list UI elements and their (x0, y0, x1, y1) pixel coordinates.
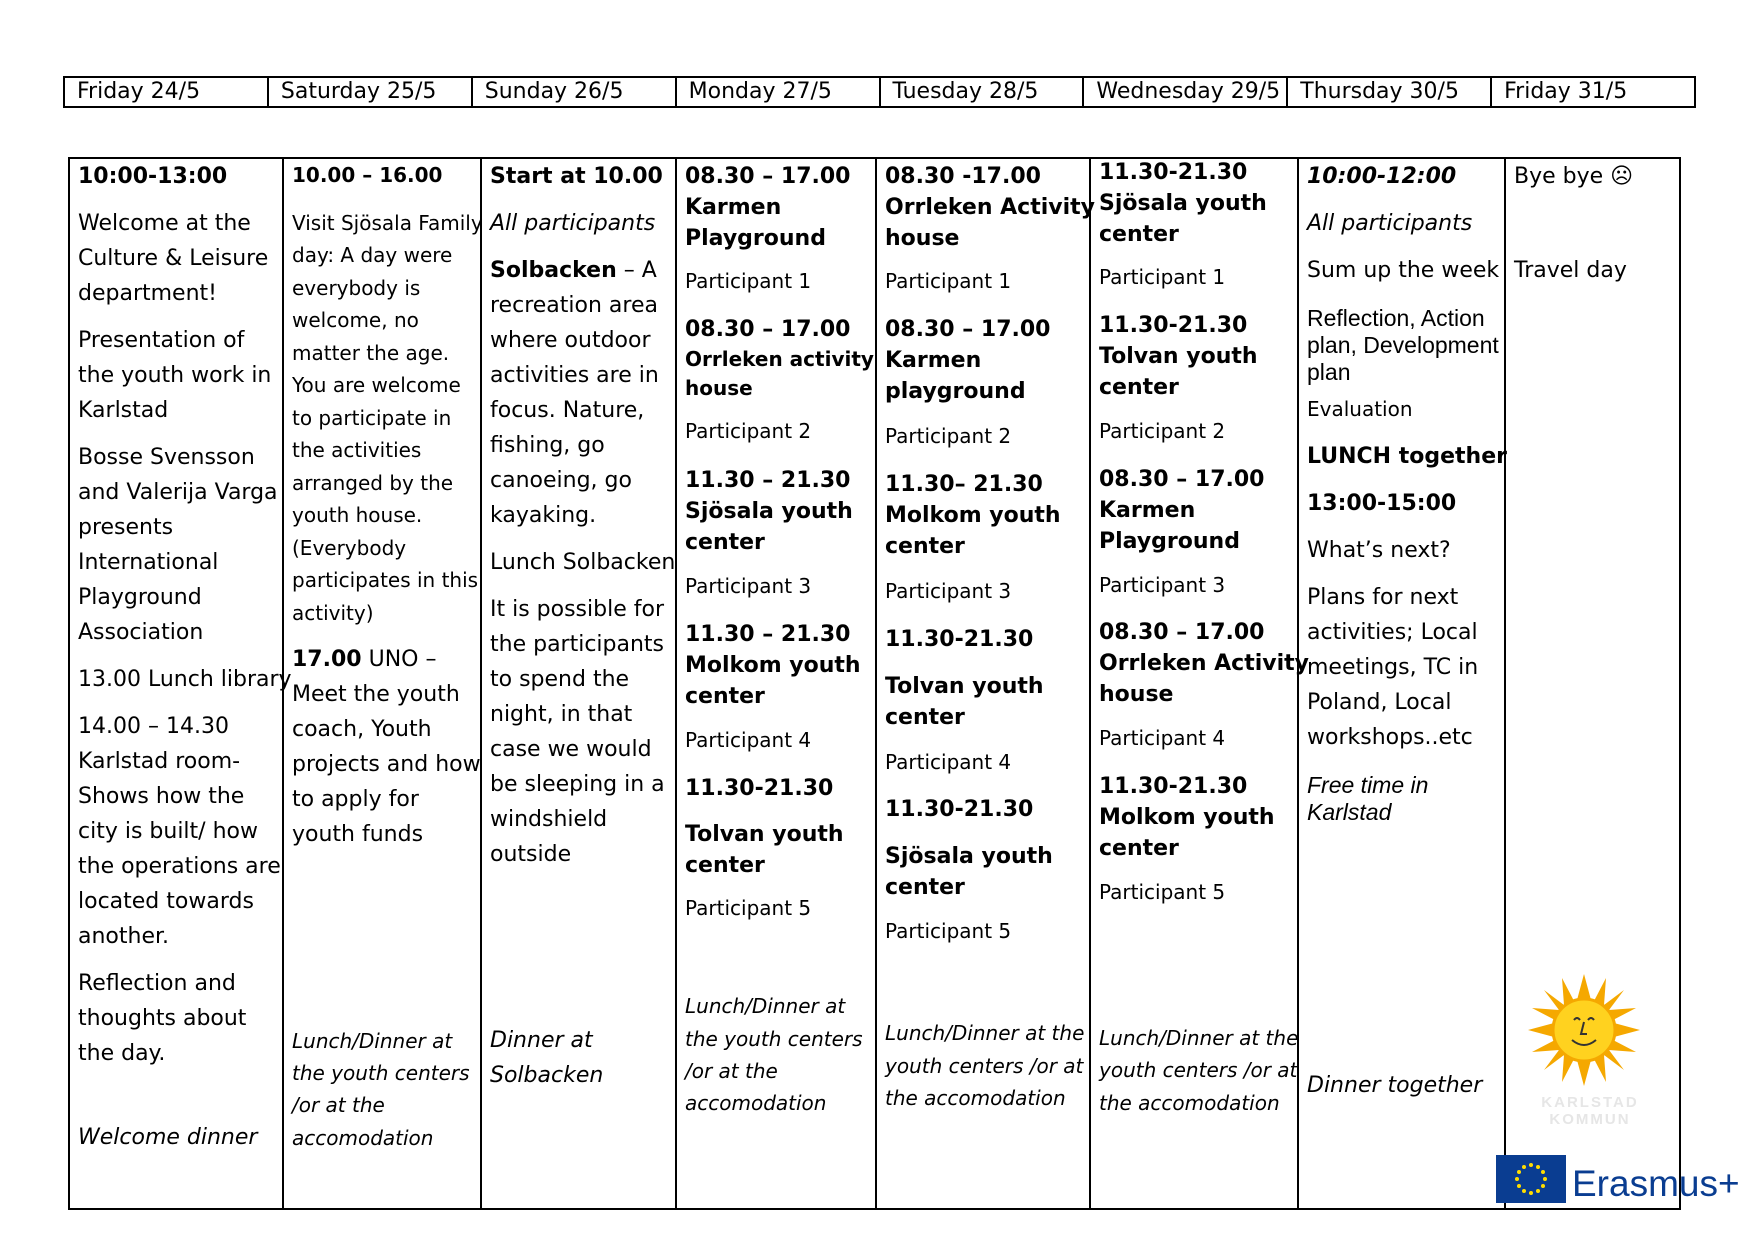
meal-note: accomodation (685, 1091, 827, 1115)
time-label: 11.30– 21.30 (885, 472, 1043, 497)
text-line: workshops..etc (1307, 725, 1473, 750)
text-line: Shows how the (78, 784, 245, 809)
text-line: welcome, no (292, 308, 419, 332)
text-line: What’s next? (1307, 538, 1451, 563)
text-line: Karlstad room- (78, 749, 241, 774)
text-line: presents (78, 515, 174, 540)
location: Molkom youth (1099, 805, 1275, 830)
participant-label: Participant 1 (885, 269, 1012, 293)
text-line: the participants (490, 632, 665, 657)
text-line: the day. (78, 1041, 166, 1066)
location: Sjösala youth (1099, 191, 1267, 216)
location: center (1099, 836, 1179, 861)
meal-note: Dinner together (1307, 1073, 1483, 1098)
participant-label: Participant 1 (685, 269, 812, 293)
text-line: plan (1307, 359, 1351, 385)
text-line: You are welcome (292, 373, 461, 397)
time-label: 11.30-21.30 (1099, 313, 1248, 338)
participant-label: Participant 4 (685, 728, 812, 752)
text-line: kayaking. (490, 503, 597, 528)
column-monday-27 (675, 159, 875, 1208)
text-line: It is possible for (490, 597, 664, 622)
text-line (490, 253, 657, 288)
dinner-note: Welcome dinner (78, 1125, 258, 1150)
participant-label: Participant 2 (685, 419, 812, 443)
location: house (1099, 682, 1174, 707)
eu-flag-icon (1496, 1155, 1566, 1203)
location: center (885, 705, 965, 730)
location: Orrleken activity (685, 347, 874, 371)
text-line: Bye bye ☹ (1514, 164, 1634, 189)
location: Sjösala youth (885, 844, 1053, 869)
text-line: activities; Local (1307, 620, 1478, 645)
location: Molkom youth (885, 503, 1061, 528)
text-line: the activities (292, 438, 422, 462)
sun-logo (1528, 974, 1640, 1086)
text-line: Evaluation (1307, 397, 1413, 421)
column-wednesday-29 (1089, 159, 1310, 1208)
text-line: Reflection, Action (1307, 305, 1485, 331)
meal-note: accomodation (292, 1126, 434, 1150)
text-line: another. (78, 924, 170, 949)
text-line: Poland, Local (1307, 690, 1452, 715)
time-label: 11.30-21.30 (1099, 774, 1248, 799)
text-line: All participants (1307, 211, 1473, 236)
column-saturday-25 (282, 159, 483, 1208)
text-line: Travel day (1514, 258, 1627, 283)
time-label: 11.30-21.30 (885, 797, 1034, 822)
day-header: Tuesday 28/5 (879, 78, 1083, 106)
location: house (685, 376, 753, 400)
text-line: day: A day were (292, 243, 453, 267)
text-line: All participants (490, 211, 656, 236)
schedule-table (68, 157, 1681, 1210)
text-line: everybody is (292, 276, 421, 300)
location: center (885, 534, 965, 559)
text-line: youth funds (292, 822, 424, 847)
text-line: Plans for next (1307, 585, 1459, 610)
location: Playground (1099, 529, 1240, 554)
participant-label: Participant 3 (1099, 573, 1226, 597)
text-line: coach, Youth (292, 717, 432, 742)
meal-note: Lunch/Dinner at the (1099, 1026, 1299, 1050)
text-line: night, in that (490, 702, 633, 727)
meal-note: Lunch/Dinner at (685, 994, 846, 1018)
location: Orrleken Activity (1099, 651, 1310, 676)
text-line: where outdoor (490, 328, 651, 353)
text-line: to apply for (292, 787, 419, 812)
meal-note: the youth centers (292, 1061, 470, 1085)
day-header-row (63, 76, 1696, 108)
text-line: to spend the (490, 667, 630, 692)
meal-note: the accomodation (885, 1086, 1066, 1110)
text-line: 13.00 Lunch library (78, 667, 292, 692)
text-line: matter the age. (292, 341, 450, 365)
day-header: Wednesday 29/5 (1082, 78, 1286, 106)
text-fragment: UNO – (361, 647, 437, 672)
location: Karmen (885, 348, 982, 373)
sun-face (1553, 999, 1615, 1061)
day-header: Monday 27/5 (675, 78, 879, 106)
participant-label: Participant 4 (885, 750, 1012, 774)
day-header: Thursday 30/5 (1286, 78, 1490, 106)
text-line: and Valerija Varga (78, 480, 278, 505)
text-line: Bosse Svensson (78, 445, 255, 470)
column-friday-24 (70, 159, 292, 1208)
location: Karmen (1099, 498, 1196, 523)
text-line: arranged by the (292, 471, 454, 495)
meal-note: Lunch/Dinner at the (885, 1021, 1085, 1045)
column-thursday-30 (1297, 159, 1507, 1208)
text-line: Reflection and (78, 971, 236, 996)
meal-note: the accomodation (1099, 1091, 1280, 1115)
time-label: 13:00-15:00 (1307, 491, 1457, 516)
participant-label: Participant 3 (685, 574, 812, 598)
erasmus-logo: Erasmus+ (1572, 1163, 1740, 1204)
participant-label: Participant 2 (1099, 419, 1226, 443)
text-line: Karlstad (1307, 799, 1392, 825)
meal-note: /or at the (685, 1059, 778, 1083)
text-line: recreation area (490, 293, 658, 318)
participant-label: Participant 4 (1099, 726, 1226, 750)
time-label: 08.30 – 17.00 (885, 317, 1051, 342)
text-line: canoeing, go (490, 468, 632, 493)
participant-label: Participant 3 (885, 579, 1012, 603)
day-header: Friday 31/5 (1490, 78, 1694, 106)
participant-label: Participant 1 (1099, 265, 1226, 289)
location: center (685, 530, 765, 555)
time-label: 17.00 (292, 647, 362, 672)
text-line: the youth work in (78, 363, 272, 388)
time-label: 11.30-21.30 (685, 776, 834, 801)
meal-note: youth centers /or at (1099, 1058, 1298, 1082)
column-sunday-26 (480, 159, 675, 1208)
text-line: Free time in (1307, 772, 1429, 798)
location: Molkom youth (685, 653, 861, 678)
participant-label: Participant 2 (885, 424, 1012, 448)
time-label: 08.30 -17.00 (885, 164, 1041, 189)
time-label: 08.30 – 17.00 (685, 164, 851, 189)
location: center (885, 875, 965, 900)
text-line: Welcome at the (78, 211, 251, 236)
day-header: Saturday 25/5 (267, 78, 471, 106)
text-line: department! (78, 281, 217, 306)
day-header: Friday 24/5 (77, 79, 201, 104)
text-line: Association (78, 620, 204, 645)
text-line: Playground (78, 585, 202, 610)
text-line: activity) (292, 601, 374, 625)
location: playground (885, 379, 1026, 404)
sun-icon (1528, 974, 1640, 1086)
location: Tolvan youth (885, 674, 1044, 699)
text-line: windshield (490, 807, 608, 832)
text-line: be sleeping in a (490, 772, 665, 797)
location: house (885, 226, 960, 251)
location: center (1099, 375, 1179, 400)
text-line: Lunch Solbacken (490, 550, 676, 575)
location: center (685, 853, 765, 878)
location: Tolvan youth (1099, 344, 1258, 369)
text-line: outside (490, 842, 572, 867)
meal-note: Solbacken (490, 1063, 604, 1088)
location: center (685, 684, 765, 709)
text-line: projects and how (292, 752, 481, 777)
text-line: located towards (78, 889, 254, 914)
location: Sjösala youth (685, 499, 853, 524)
location: Karmen (685, 195, 782, 220)
time-label: Start at 10.00 (490, 164, 663, 189)
text-line: the operations are (78, 854, 281, 879)
text-line: fishing, go (490, 433, 605, 458)
participant-label: Participant 5 (885, 919, 1012, 943)
time-label: 10:00-12:00 (1307, 164, 1457, 189)
text-line: International (78, 550, 219, 575)
location: Tolvan youth (685, 822, 844, 847)
meal-note: Dinner at (490, 1028, 593, 1053)
time-label: 10:00-13:00 (78, 164, 228, 189)
time-label: 08.30 – 17.00 (685, 317, 851, 342)
meal-note: youth centers /or at (885, 1054, 1084, 1078)
text-line: city is built/ how (78, 819, 258, 844)
column-tuesday-28 (875, 159, 1096, 1208)
text-line: Presentation of (78, 328, 245, 353)
location: Playground (685, 226, 826, 251)
meal-note: /or at the (292, 1093, 385, 1117)
time-label: 11.30 – 21.30 (685, 468, 851, 493)
text-line: meetings, TC in (1307, 655, 1479, 680)
text-line: to participate in (292, 406, 452, 430)
time-label: 11.30 – 21.30 (685, 622, 851, 647)
text-line: activities are in (490, 363, 659, 388)
location: Orrleken Activity (885, 195, 1096, 220)
text-line: focus. Nature, (490, 398, 645, 423)
text-line: LUNCH together (1307, 444, 1507, 469)
karlstad-logo-text: KARLSTAD KOMMUN (1541, 1094, 1639, 1128)
text-line: Meet the youth (292, 682, 460, 707)
text-fragment: – A (616, 258, 657, 283)
participant-label: Participant 5 (685, 896, 812, 920)
meal-note: Lunch/Dinner at (292, 1029, 453, 1053)
meal-note: the youth centers (685, 1027, 863, 1051)
text-line: Sum up the week (1307, 258, 1500, 283)
text-line: (Everybody (292, 536, 407, 560)
time-label: 11.30-21.30 (1099, 160, 1248, 185)
location: center (1099, 222, 1179, 247)
day-header: Sunday 26/5 (471, 78, 675, 106)
text-line: 14.00 – 14.30 (78, 714, 229, 739)
text-line: thoughts about (78, 1006, 247, 1031)
text-line: case we would (490, 737, 652, 762)
time-label: 08.30 – 17.00 (1099, 467, 1265, 492)
text-line: youth house. (292, 503, 423, 527)
text-line (292, 642, 436, 677)
text-line: Visit Sjösala Family (292, 211, 483, 235)
text-line: Karlstad (78, 398, 169, 423)
place-name: Solbacken (490, 258, 617, 283)
text-line: Culture & Leisure (78, 246, 269, 271)
text-line: plan, Development (1307, 332, 1499, 358)
text-line: participates in this (292, 568, 479, 592)
time-label: 11.30-21.30 (885, 627, 1034, 652)
time-label: 08.30 – 17.00 (1099, 620, 1265, 645)
participant-label: Participant 5 (1099, 880, 1226, 904)
time-label: 10.00 – 16.00 (292, 163, 443, 187)
